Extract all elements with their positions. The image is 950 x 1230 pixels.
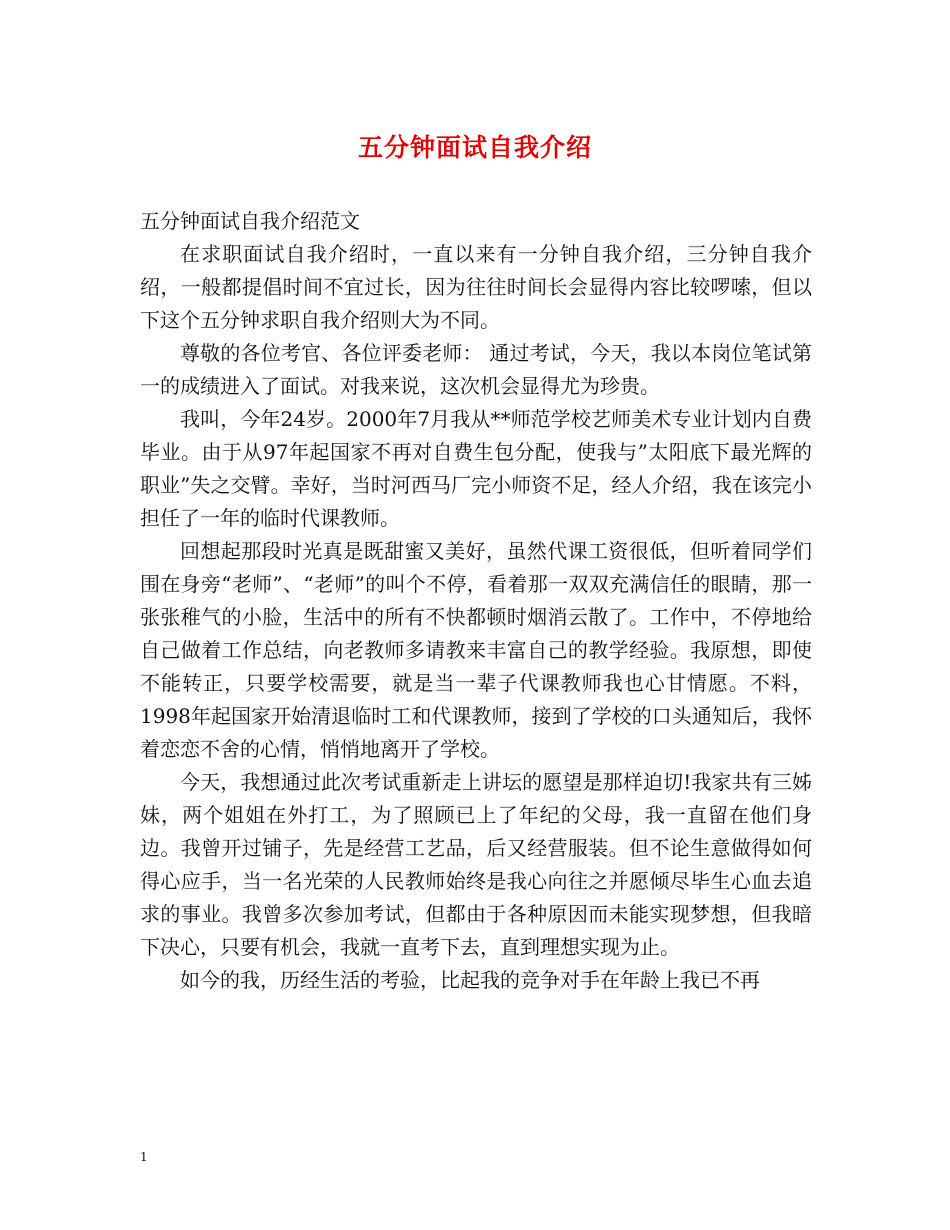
document-title: 五分钟面试自我介绍	[357, 133, 592, 162]
paragraph: 回想起那段时光真是既甜蜜又美好，虽然代课工资很低，但听着同学们围在身旁“老师”、“老师”的叫个不停，看着那一双双充满信任的眼睛，那一张张稚气的小脸，生活中的所有不快都顿时烟消云散了。工作中，不停地给自己做着工作总结，向老教师多请教来丰富自己的教学经验。我原想，即使不能转正，只要学校需要，就是当一辈子代课教师我也心甘情愿。不料，1998年起国家开始清退临时工和代课教师，接到了学校的口头通知后，我怀着恋恋不舍的心情，悄悄地离开了学校。	[140, 539, 812, 761]
paragraph: 如今的我，历经生活的考验，比起我的竞争对手在年龄上我已不再	[180, 968, 760, 992]
paragraph: 尊敬的各位考官、各位评委老师： 通过考试，今天，我以本岗位笔试第一的成绩进入了面试。对我来说，这次机会显得尤为珍贵。	[140, 341, 812, 398]
paragraph: 今天，我想通过此次考试重新走上讲坛的愿望是那样迫切!我家共有三姊妹，两个姐姐在外打工，为了照顾已上了年纪的父母，我一直留在他们身边。我曾开过铺子，先是经营工艺品，后又经营服装。但不论生意做得如何得心应手，当一名光荣的人民教师始终是我心向往之并愿倾尽毕生心血去追求的事业。我曾多次参加考试，但都由于各种原因而未能实现梦想，但我暗下决心，只要有机会，我就一直考下去，直到理想实现为止。	[140, 770, 812, 959]
page-number: 1	[140, 1150, 148, 1164]
document-subtitle: 五分钟面试自我介绍范文	[140, 209, 360, 233]
paragraph: 在求职面试自我介绍时，一直以来有一分钟自我介绍，三分钟自我介绍，一般都提倡时间不宜过长，因为往往时间长会显得内容比较啰嗦，但以下这个五分钟求职自我介绍则大为不同。	[140, 242, 812, 332]
paragraph: 我叫，今年24岁。2000年7月我从**师范学校艺师美术专业计划内自费毕业。由于从97年起国家不再对自费生包分配，使我与”太阳底下最光辉的职业”失之交臂。幸好，当时河西马厂完小师资不足，经人介绍，我在该完小担任了一年的临时代课教师。	[140, 407, 812, 530]
document-body	[140, 238, 812, 997]
